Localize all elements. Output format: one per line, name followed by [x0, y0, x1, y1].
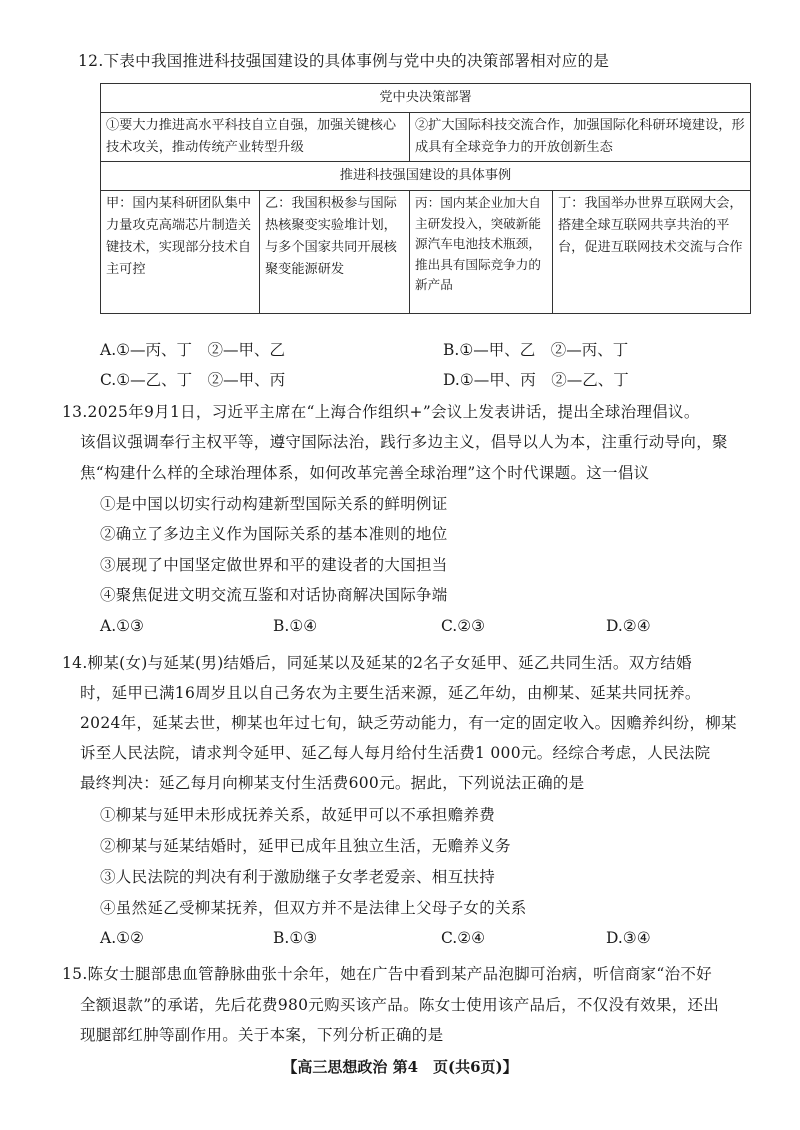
q14-item-1: ①柳某与延甲未形成抚养关系，故延甲可以不承担赡养费 — [100, 806, 496, 824]
q14-item-4: ④虽然延乙受柳某抚养，但双方并不是法律上父母子女的关系 — [100, 899, 527, 917]
q14-option-c[interactable]: C.②④ — [441, 929, 486, 947]
q12-option-b[interactable]: B.①—甲、乙 ②—丙、丁 — [443, 341, 629, 359]
q12-table — [100, 83, 751, 314]
decision-2: ②扩大国际科技交流合作，加强国际化科研环境建设，形成具有全球竞争力的开放创新生态 — [410, 113, 751, 162]
q13-item-4: ④聚焦促进文明交流互鉴和对话协商解决国际争端 — [100, 586, 448, 604]
q15-stem-line-3: 现腿部红肿等副作用。关于本案，下列分析正确的是 — [80, 1026, 444, 1044]
examples-header: 推进科技强国建设的具体事例 — [101, 162, 751, 191]
example-bing: 丙：国内某企业加大自主研发投入，突破新能源汽车电池技术瓶颈，推出具有国际竞争力的新产品 — [410, 191, 553, 314]
q13-option-b[interactable]: B.①④ — [273, 617, 318, 635]
q14-option-a[interactable]: A.①② — [100, 929, 144, 947]
q14-stem-line-4: 诉至人民法院，请求判令延甲、延乙每人每月给付生活费1 000元。经综合考虑，人民法院 — [80, 744, 711, 762]
q14-item-2: ②柳某与延某结婚时，延甲已成年且独立生活，无赡养义务 — [100, 837, 511, 855]
q15-stem-line-1: 15.陈女士腿部患血管静脉曲张十余年，她在广告中看到某产品泡脚可治病，听信商家“治不好 — [62, 965, 712, 983]
q14-stem-line-3: 2024年，延某去世，柳某也年过七旬，缺乏劳动能力，有一定的固定收入。因赡养纠纷，柳某 — [80, 714, 737, 732]
example-jia: 甲：国内某科研团队集中力量攻克高端芯片制造关键技术，实现部分技术自主可控 — [101, 191, 260, 314]
example-yi: 乙：我国积极参与国际热核聚变实验堆计划，与多个国家共同开展核聚变能源研发 — [260, 191, 410, 314]
q12-stem: 12.下表中我国推进科技强国建设的具体事例与党中央的决策部署相对应的是 — [78, 52, 610, 70]
q13-item-2: ②确立了多边主义作为国际关系的基本准则的地位 — [100, 525, 448, 543]
q14-stem-line-2: 时，延甲已满16周岁且以自己务农为主要生活来源，延乙年幼，由柳某、延某共同抚养。 — [80, 684, 701, 702]
decision-header: 党中央决策部署 — [101, 84, 751, 113]
q15-stem-line-2: 全额退款”的承诺，先后花费980元购买该产品。陈女士使用该产品后，不仅没有效果，还出 — [80, 996, 720, 1014]
q13-option-a[interactable]: A.①③ — [100, 617, 144, 635]
q12-option-c[interactable]: C.①—乙、丁 ②—甲、丙 — [100, 371, 286, 389]
q13-stem-line-1: 13.2025年9月1日，习近平主席在“上海合作组织+”会议上发表讲话，提出全球治理倡议。 — [62, 403, 700, 421]
q13-stem-line-3: 焦“构建什么样的全球治理体系，如何改革完善全球治理”这个时代课题。这一倡议 — [80, 464, 650, 482]
q13-option-c[interactable]: C.②③ — [441, 617, 486, 635]
q14-option-d[interactable]: D.③④ — [606, 929, 651, 947]
q12-option-d[interactable]: D.①—甲、丙 ②—乙、丁 — [443, 371, 629, 389]
q13-option-d[interactable]: D.②④ — [606, 617, 651, 635]
decision-1: ①要大力推进高水平科技自立自强，加强关键核心技术攻关，推动传统产业转型升级 — [101, 113, 410, 162]
q14-stem-line-1: 14.柳某(女)与延某(男)结婚后，同延某以及延某的2名子女延甲、延乙共同生活。双方结婚 — [62, 654, 692, 672]
q12-option-a[interactable]: A.①—丙、丁 ②—甲、乙 — [100, 341, 286, 359]
q14-item-3: ③人民法院的判决有利于激励继子女孝老爱亲、相互扶持 — [100, 868, 496, 886]
q13-item-3: ③展现了中国坚定做世界和平的建设者的大国担当 — [100, 556, 448, 574]
q14-option-b[interactable]: B.①③ — [273, 929, 318, 947]
example-ding: 丁：我国举办世界互联网大会，搭建全球互联网共享共治的平台，促进互联网技术交流与合作 — [553, 191, 751, 314]
q14-stem-line-5: 最终判决：延乙每月向柳某支付生活费600元。据此，下列说法正确的是 — [80, 774, 585, 792]
q13-stem-line-2: 该倡议强调奉行主权平等，遵守国际法治，践行多边主义，倡导以人为本，注重行动导向，聚 — [80, 433, 728, 451]
page-footer: 【高三思想政治 第4 页(共6页)】 — [282, 1058, 518, 1076]
q13-item-1: ①是中国以切实行动构建新型国际关系的鲜明例证 — [100, 495, 448, 513]
